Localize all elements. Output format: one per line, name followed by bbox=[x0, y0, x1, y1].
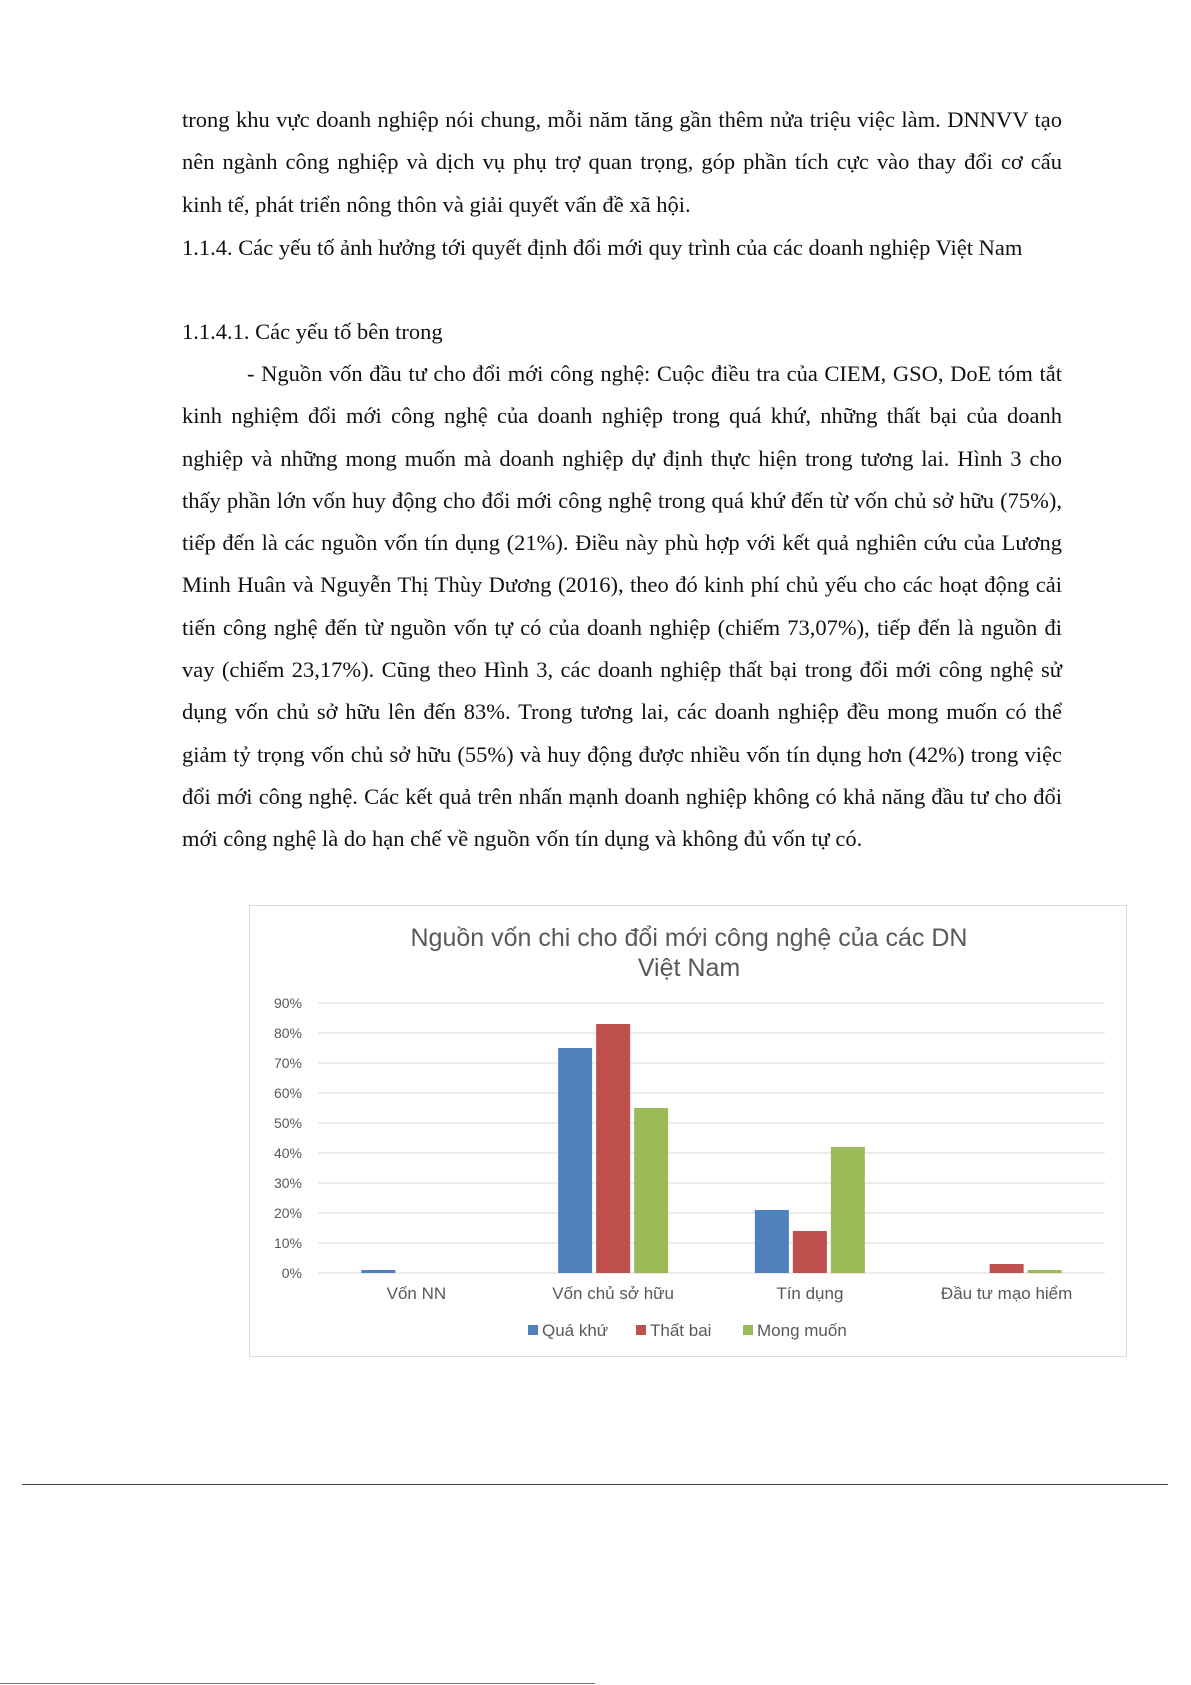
bar-2-2 bbox=[596, 1024, 630, 1273]
section-heading-1-1-4: 1.1.4. Các yếu tố ảnh hưởng tới quyết định đổi mới quy trình của các doanh nghiệp Việt Nam bbox=[182, 235, 1023, 260]
y-tick-label-40: 40% bbox=[273, 1145, 302, 1161]
subsection-heading-1-1-4-1: 1.1.4.1. Các yếu tố bên trong bbox=[182, 319, 443, 344]
chart-title-line-1: Nguồn vốn chi cho đổi mới công nghệ của các DN bbox=[410, 924, 968, 952]
y-tick-label-90: 90% bbox=[273, 995, 302, 1011]
x-category-label-2: Vốn chủ sở hữu bbox=[552, 1284, 675, 1303]
y-tick-label-10: 10% bbox=[273, 1235, 302, 1251]
footer-divider bbox=[22, 1484, 1168, 1485]
legend-label-1: Quá khứ bbox=[542, 1321, 609, 1340]
paragraph-funding-sources: - Nguồn vốn đầu tư cho đổi mới công nghệ: Cuộc điều tra của CIEM, GSO, DoE tóm tắt kinh nghiệm đổi mới công nghệ của doanh nghiệp trong quá khứ, những thất bại của doanh nghiệp và những mong muốn mà doanh nghiệp dự định thực hiện trong tương lai. Hình 3 cho thấy phần lớn vốn huy động cho đổi mới công nghệ trong quá khứ đến từ vốn chủ sở hữu (75%), tiếp đến là các nguồn vốn tín dụng (21%). Điều này phù hợp với kết quả nghiên cứu của Lương Minh Huân và Nguyễn Thị Thùy Dương (2016), theo đó kinh phí chủ yếu cho các hoạt động cải tiến công nghệ đến từ nguồn vốn tự có của doanh nghiệp (chiếm 73,07%), tiếp đến là nguồn đi vay (chiếm 23,17%). Cũng theo Hình 3, các doanh nghiệp thất bại trong đổi mới công nghệ sử dụng vốn chủ sở hữu lên đến 83%. Trong tương lai, các doanh nghiệp đều mong muốn có thể giảm tỷ trọng vốn chủ sở hữu (55%) và huy động được nhiều vốn tín dụng hơn (42%) trong việc đổi mới công nghệ. Các kết quả trên nhấn mạnh doanh nghiệp không có khả năng đầu tư cho đổi mới công nghệ là do hạn chế về nguồn vốn tín dụng và không đủ vốn tự có. bbox=[182, 361, 1062, 852]
y-tick-label-60: 60% bbox=[273, 1085, 302, 1101]
funding-chart bbox=[249, 905, 1127, 1357]
y-tick-label-70: 70% bbox=[273, 1055, 302, 1071]
bar-4-3 bbox=[1028, 1270, 1062, 1273]
bar-1-1 bbox=[361, 1270, 395, 1273]
bar-2-1 bbox=[558, 1048, 592, 1273]
legend-swatch-3 bbox=[743, 1325, 753, 1335]
x-category-label-3: Tín dụng bbox=[776, 1284, 844, 1303]
bar-3-1 bbox=[755, 1210, 789, 1273]
paragraph-intro: trong khu vực doanh nghiệp nói chung, mỗi năm tăng gần thêm nửa triệu việc làm. DNNVV tạo nên ngành công nghiệp và dịch vụ phụ trợ quan trọng, góp phần tích cực vào thay đổi cơ cấu kinh tế, phát triển nông thôn và giải quyết vấn đề xã hội. bbox=[182, 107, 1062, 217]
y-tick-label-0: 0% bbox=[281, 1265, 302, 1281]
y-tick-label-50: 50% bbox=[273, 1115, 302, 1131]
chart-title-line-2: Việt Nam bbox=[637, 954, 741, 982]
legend-swatch-2 bbox=[636, 1325, 646, 1335]
bar-4-2 bbox=[990, 1264, 1024, 1273]
legend-label-2: Thất bai bbox=[650, 1321, 712, 1340]
x-category-label-1: Vốn NN bbox=[386, 1284, 447, 1303]
bar-3-2 bbox=[793, 1231, 827, 1273]
bottom-divider bbox=[0, 1683, 595, 1684]
legend-label-3: Mong muốn bbox=[757, 1321, 847, 1340]
y-tick-label-30: 30% bbox=[273, 1175, 302, 1191]
y-tick-label-80: 80% bbox=[273, 1025, 302, 1041]
y-tick-label-20: 20% bbox=[273, 1205, 302, 1221]
x-category-label-4: Đầu tư mạo hiểm bbox=[940, 1284, 1073, 1303]
bar-3-3 bbox=[831, 1147, 865, 1273]
bar-2-3 bbox=[634, 1108, 668, 1273]
legend-swatch-1 bbox=[528, 1325, 538, 1335]
chart-svg bbox=[250, 906, 1128, 1358]
